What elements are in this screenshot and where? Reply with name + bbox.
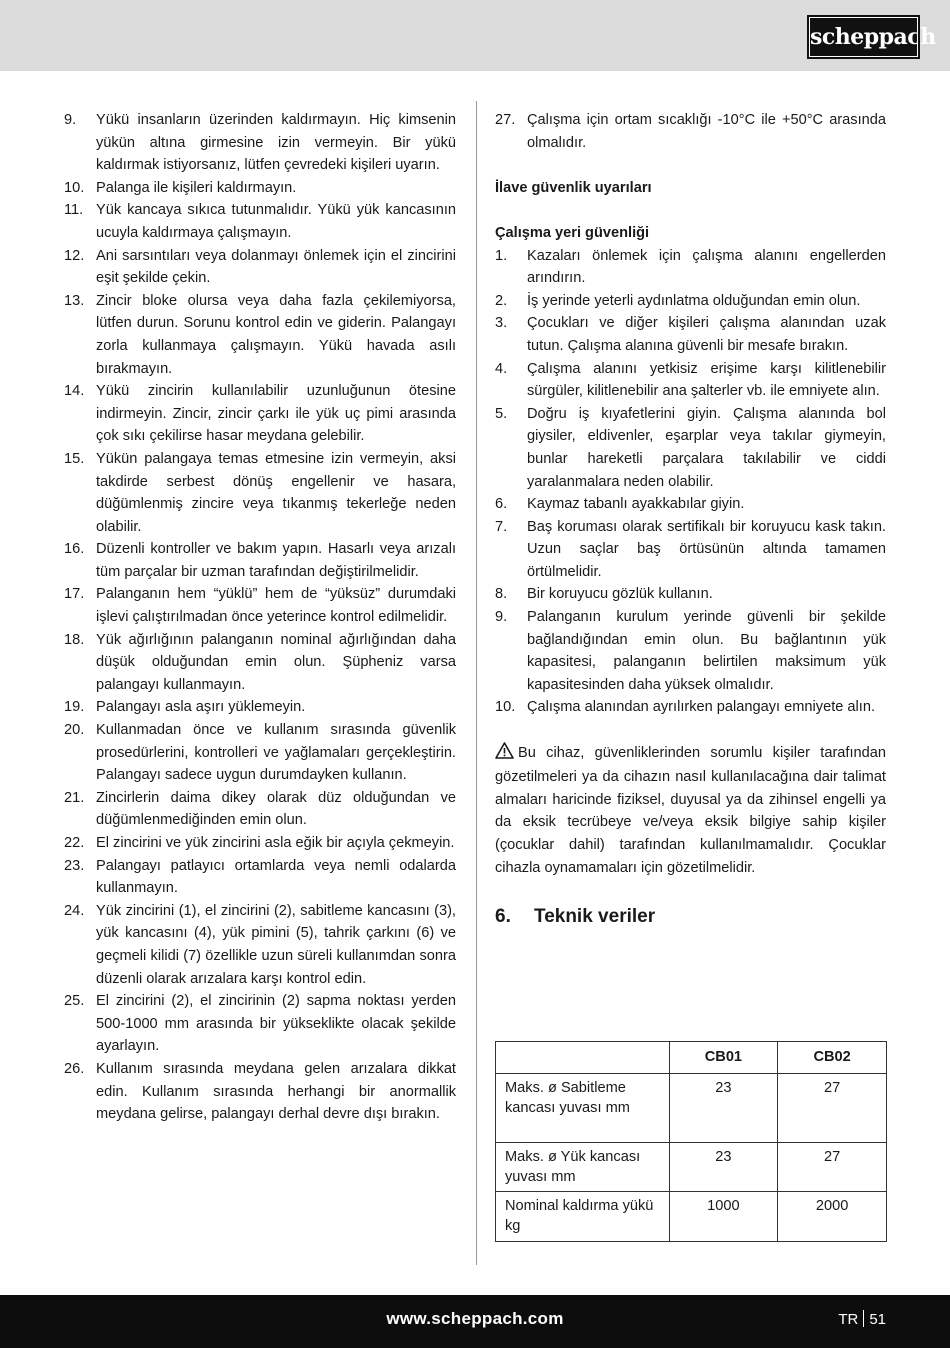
table-row: [496, 1192, 887, 1242]
list-item: 14. Yükü zincirin kullanılabilir uzunluğunun ötesine indirmeyin. Zincir, zincir çarkı ile yük uç pimi arasında çok sıkı çekilirse hasar meydana gelebilir.: [64, 383, 456, 445]
list-item: 9. Palanganın kurulum yerinde güvenli bir şekilde bağlandığından emin olun. Bu bağlantının yük kapasitesi, palanganın belirtilen maksimum yük kapasitesinden daha yüksek olmalıdır.: [495, 609, 886, 693]
table-header-cell: [496, 1042, 670, 1074]
page-indicator: [838, 1310, 886, 1328]
warning-triangle-icon: [495, 742, 514, 767]
list-item: 25. El zincirini (2), el zincirinin (2) sapma noktası yerden 500-1000 mm arasında bir yükseklikte olacak şekilde ayarlayın.: [64, 993, 456, 1055]
list-item: 27. Çalışma için ortam sıcaklığı -10°C ile +50°C arasında olmalıdır.: [495, 112, 886, 151]
list-item: 23. Palangayı patlayıcı ortamlarda veya nemli odalarda kullanmayın.: [64, 857, 456, 897]
footer-bar: [0, 1295, 950, 1348]
table-row: [496, 1074, 887, 1143]
table-header-cell: CB01: [669, 1042, 778, 1074]
brand-logo: scheppach: [809, 17, 918, 57]
list-item: 13. Zincir bloke olursa veya daha fazla çekilemiyorsa, lütfen durun. Sorunu kontrol edin ve giderin. Palangayı zorla kullanmaya çalışmayın. Yükü havada asılı bırakmayın.: [64, 292, 456, 377]
column-divider: [476, 101, 477, 1265]
table-cell-value: 1000: [669, 1192, 778, 1242]
list-item: 24. Yük zincirini (1), el zincirini (2), sabitleme kancasını (3), yük kancasını (4), yük pimini (5), tahrik çarkını (6) ve geçmeli kilidi (7) özellikle uzun süreli kullanımdan sonra düzenli olarak arızalara karşı kontrol edin.: [64, 902, 456, 987]
additional-safety-heading: İlave güvenlik uyarıları: [495, 179, 652, 196]
list-item: 26. Kullanım sırasında meydana gelen arızalara dikkat edin. Kullanım sırasında herhangi bir anormallik meydana gelirse, palangayı derhal devre dışı bırakın.: [64, 1060, 456, 1123]
table-cell-value: 23: [669, 1074, 778, 1143]
list-item: 15. Yükün palangaya temas etmesine izin vermeyin, aksi takdirde serbest dönüş engellenir ve hasara, düğümlenmiş zincire veya tıkanmış tekerleğe neden olabilir.: [64, 450, 456, 535]
table-row: [496, 1143, 887, 1192]
list-item: 10. Palanga ile kişileri kaldırmayın.: [64, 179, 297, 196]
list-item: 6. Kaymaz tabanlı ayakkabılar giyin.: [495, 496, 745, 513]
workplace-safety-list: [495, 245, 886, 719]
list-item: 1. Kazaları önlemek için çalışma alanını engellerden arındırın.: [495, 247, 886, 287]
list-item: 16. Düzenli kontroller ve bakım yapın. Hasarlı veya arızalı tüm parçalar bir uzman tarafından değiştirilmelidir.: [64, 541, 456, 580]
list-item: 3. Çocukları ve diğer kişileri çalışma alanından uzak tutun. Çalışma alanına güvenli bir mesafe bırakın.: [495, 315, 886, 354]
section-title: 6. Teknik veriler: [495, 905, 656, 927]
warning-text: Bu cihaz, güvenliklerinden sorumlu kişiler tarafından gözetilmeleri ya da cihazın nasıl kullanılacağına dair talimat almaları haricinde fiziksel, duyusal ya da zihinsel engelli ya da eksik tecrübeye ve/veya eksik bilgiye sahip kişiler (çocuklar dahil) tarafından kullanılmamalıdır. Çocuklar cihazla oynamamaları için gözetilmelidir.: [495, 744, 886, 876]
table-cell-label: Maks. ø Yük kancası yuvası mm: [496, 1143, 670, 1192]
list-item: 19. Palangayı asla aşırı yüklemeyin.: [64, 699, 306, 716]
left-column: [64, 109, 456, 1126]
list-item: 5. Doğru iş kıyafetlerini giyin. Çalışma alanında bol giysiler, eldivenler, eşarplar veya takılar giymeyin, bunlar hareketli parçalara takılabilir ve ciddi yaralanmalara neden olabilir.: [495, 405, 886, 490]
list-item: 20. Kullanmadan önce ve kullanım sırasında güvenlik prosedürlerini, kontrolleri ve yağlamaları gerçekleştirin. Palangayı sadece uygun durumdayken kullanın.: [64, 722, 456, 784]
list-item: 9. Yükü insanların üzerinden kaldırmayın. Hiç kimsenin yükün altına girmesine izin vermeyin. Bir yükü kaldırmak istiyorsanız, lütfen çevredeki kişileri uyarın.: [64, 112, 456, 174]
table-cell-value: 27: [778, 1074, 887, 1143]
table-header-row: [496, 1042, 887, 1074]
safety-list-continued: [495, 109, 886, 154]
table-cell-label: Nominal kaldırma yükü kg: [496, 1192, 670, 1242]
workplace-safety-heading: Çalışma yeri güvenliği: [495, 224, 650, 241]
table-cell-value: 2000: [778, 1192, 887, 1242]
right-column: [495, 109, 886, 930]
list-item: 4. Çalışma alanını yetkisiz erişime karşı kilitlenebilir sürgüler, kilitlenebilir ana şalterler vb. ile emniyete alın.: [495, 360, 886, 400]
list-item: 18. Yük ağırlığının palanganın nominal ağırlığından daha düşük olduğundan emin olun. Şüpheniz varsa palangayı kullanmayın.: [64, 631, 456, 693]
list-item: 2. İş yerinde yeterli aydınlatma olduğundan emin olun.: [495, 292, 861, 309]
specs-table: [495, 1041, 887, 1242]
list-item: 11. Yük kancaya sıkıca tutunmalıdır. Yükü yük kancasının ucuyla kaldırmaya çalışmayın.: [64, 202, 456, 241]
language-code: TR: [838, 1311, 859, 1328]
list-item: 8. Bir koruyucu gözlük kullanın.: [495, 586, 713, 603]
list-item: 17. Palanganın hem “yüklü” hem de “yüksüz” durumdaki işlevi çalıştırılmadan önce yeterince kontrol edilmelidir.: [64, 586, 456, 626]
list-item: 7. Baş koruması olarak sertifikalı bir koruyucu kask takın. Uzun saçlar baş örtüsünün altında tamamen örtülmelidir.: [495, 518, 886, 580]
list-item: 21. Zincirlerin daima dikey olarak düz olduğundan ve düğümlenmediğinden emin olun.: [64, 789, 456, 829]
list-item: 12. Ani sarsıntıları veya dolanmayı önlemek için el zincirini eşit şekilde çekin.: [64, 247, 456, 287]
table-cell-value: 23: [669, 1143, 778, 1192]
warning-paragraph: [495, 742, 886, 880]
safety-list-left: [64, 109, 456, 1126]
list-item: 10. Çalışma alanından ayrılırken palangayı emniyete alın.: [495, 699, 876, 716]
table-cell-value: 27: [778, 1143, 887, 1192]
header-bar: [0, 0, 950, 71]
table-cell-label: Maks. ø Sabitleme kancası yuvası mm: [496, 1074, 670, 1143]
table-header-cell: CB02: [778, 1042, 887, 1074]
footer-website-link[interactable]: www.scheppach.com: [386, 1309, 564, 1328]
page-number: 51: [869, 1311, 886, 1328]
list-item: 22. El zincirini ve yük zincirini asla eğik bir açıyla çekmeyin.: [64, 835, 455, 851]
